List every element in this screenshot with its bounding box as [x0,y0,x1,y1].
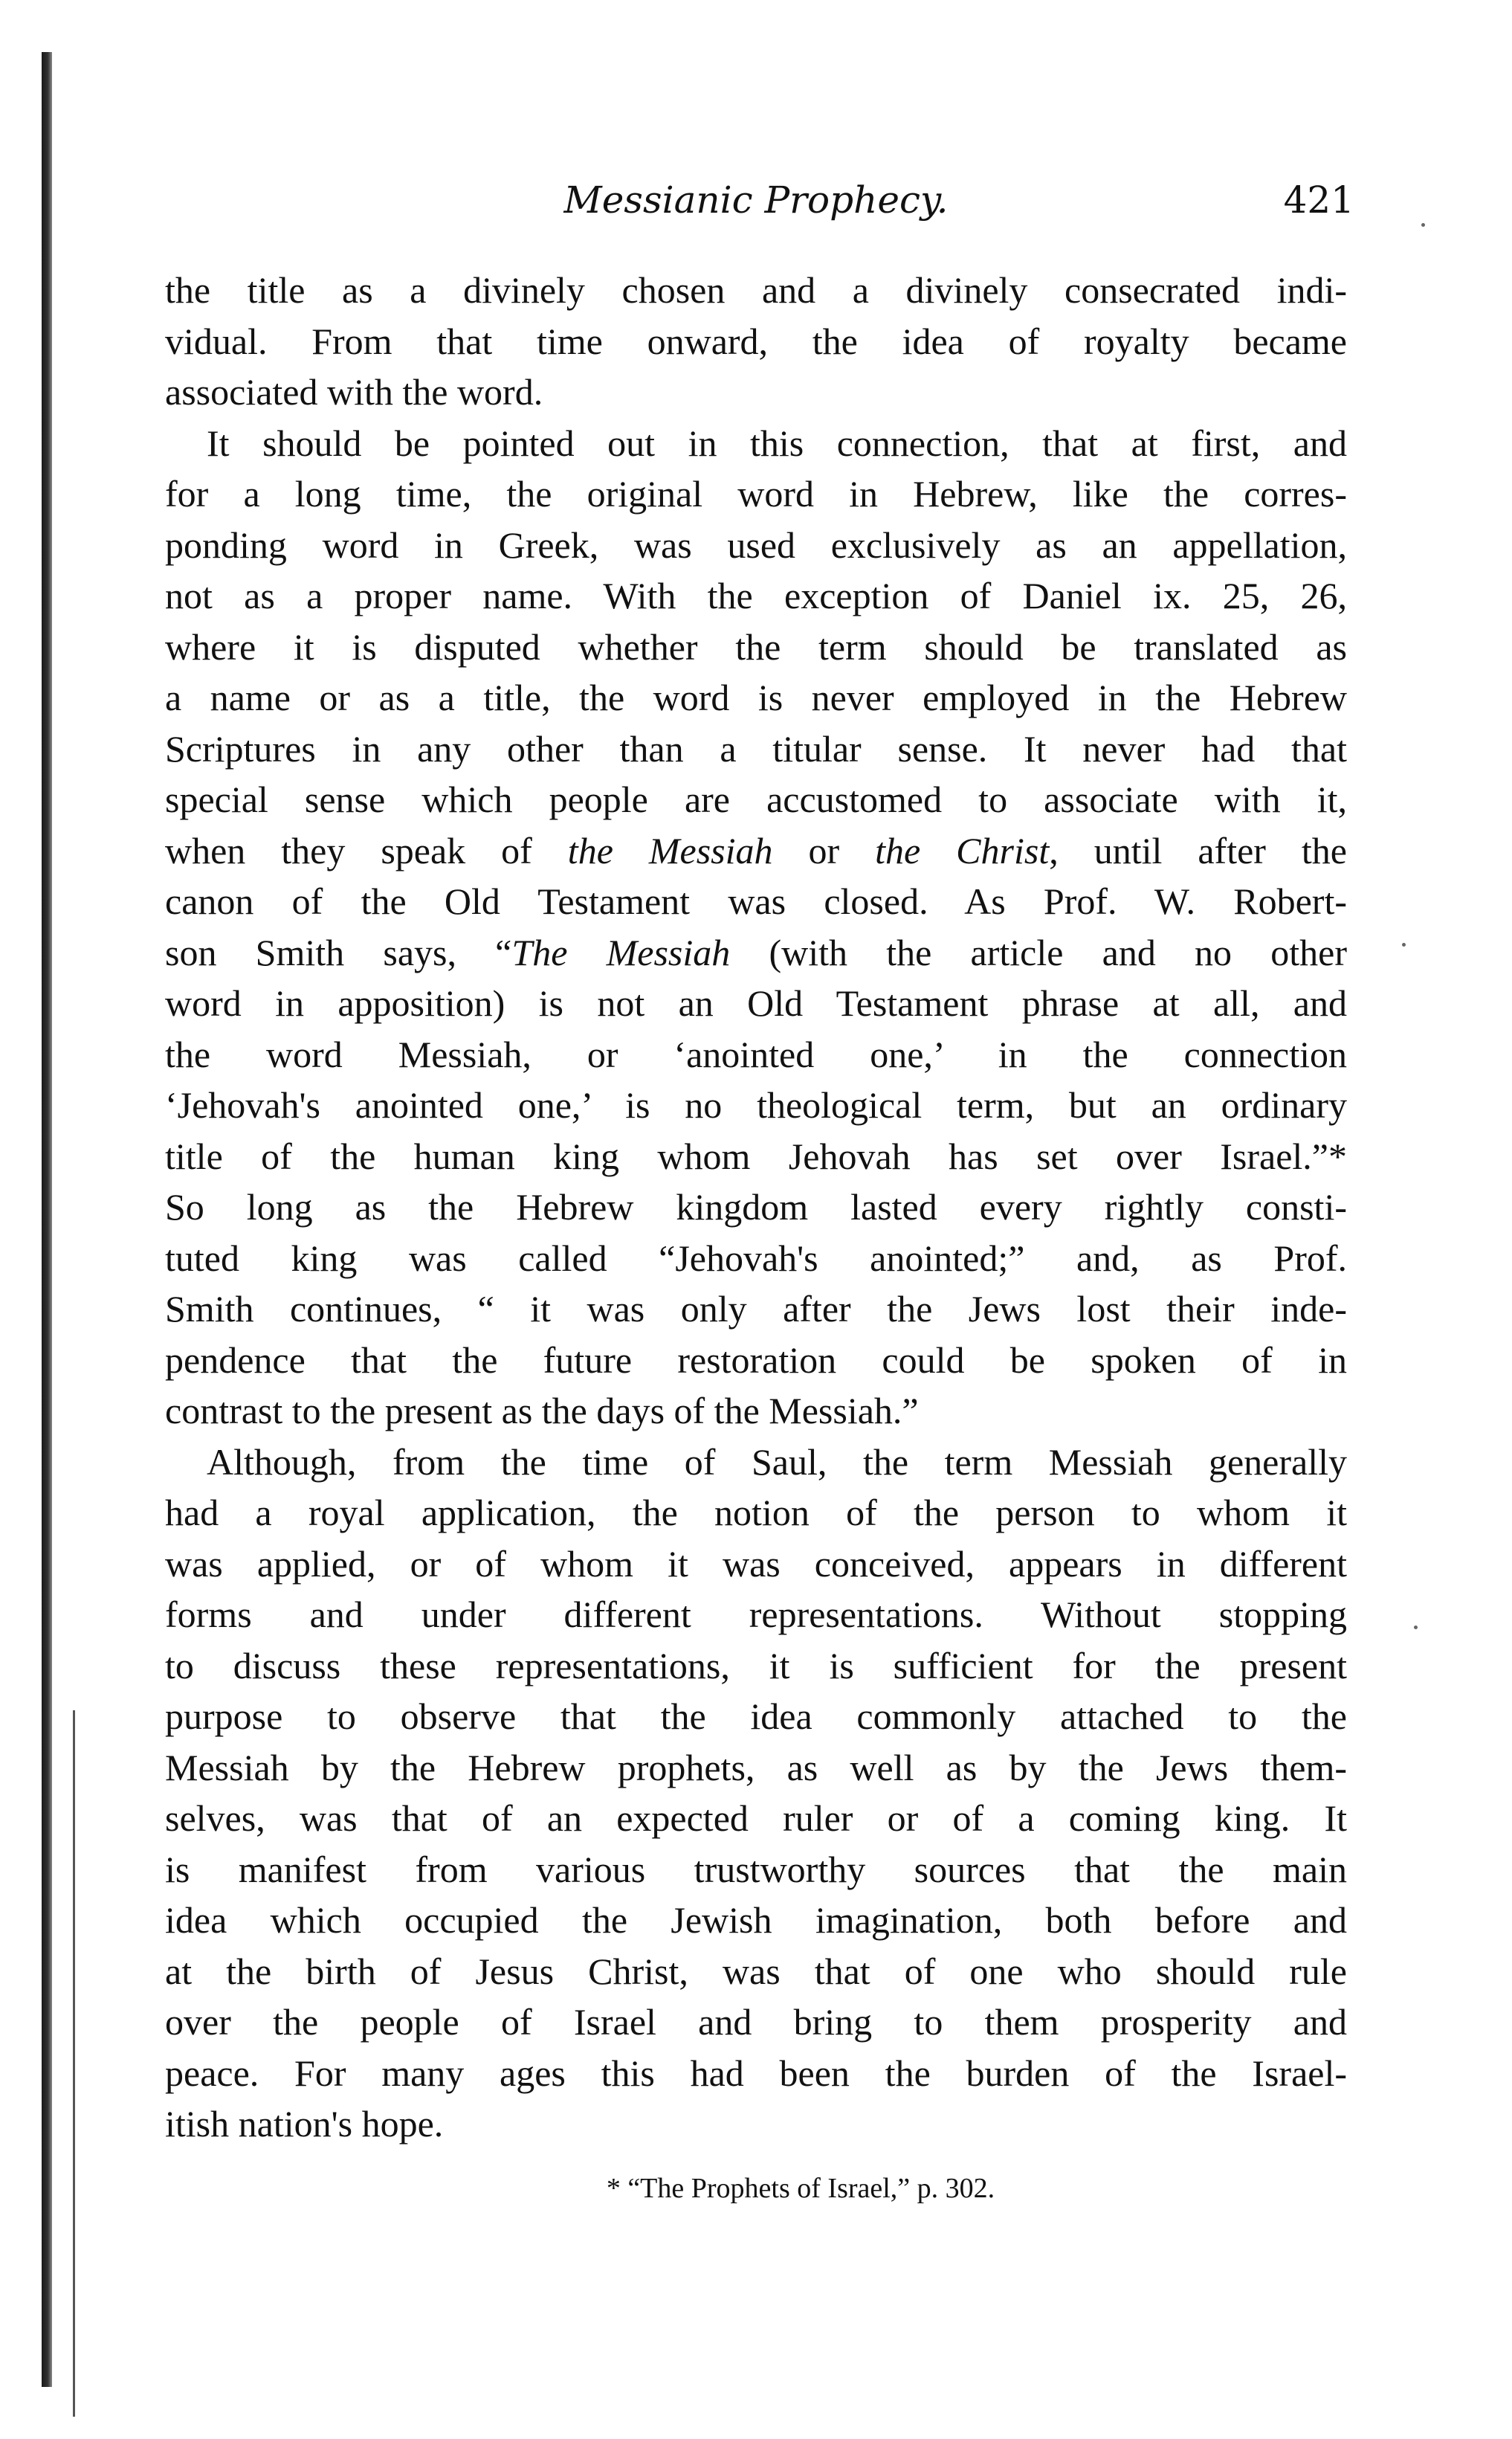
page-header [165,178,1354,245]
text-line: idea which occupied the Jewish imagination, both before and [165,1899,1347,1941]
page-number: 421 [1283,178,1354,222]
text-line: itish nation's hope. [165,2103,444,2145]
text-line: special sense which people are accustomed to associate with it, [165,779,1347,820]
text-line: Smith continues, “ it was only after the Jews lost their inde- [165,1288,1347,1330]
text-line: over the people of Israel and bring to them prosperity and [165,2001,1347,2043]
text-line: vidual. From that time onward, the idea of royalty became [165,320,1347,362]
text-line: Messiah by the Hebrew prophets, as well as by the Jews them- [165,1746,1347,1788]
text-line: associated with the word. [165,371,543,413]
text-line: selves, was that of an expected ruler or of a coming king. It [165,1797,1347,1839]
text-line: title of the human king whom Jehovah has set over Israel.”* [165,1135,1347,1177]
text-line: peace. For many ages this had been the burden of the Israel- [165,2052,1347,2094]
scan-speck [1421,223,1425,227]
text-line: word in apposition) is not an Old Testament phrase at all, and [165,982,1347,1024]
text-line: a name or as a title, the word is never employed in the Hebrew [165,677,1347,718]
body-text [165,265,1347,2150]
text-line: not as a proper name. With the exception of Daniel ix. 25, 26, [165,575,1347,616]
text-line: forms and under different representations. Without stopping [165,1594,1347,1635]
footnote: * “The Prophets of Israel,” p. 302. [606,2172,995,2204]
text-line: purpose to observe that the idea commonly attached to the [165,1695,1347,1737]
text-line: ‘Jehovah's anointed one,’ is no theological term, but an ordinary [165,1084,1347,1126]
text-line: where it is disputed whether the term should be translated as [165,625,1347,668]
scan-speck [1402,943,1406,947]
text-line: contrast to the present as the days of the Messiah.” [165,1390,919,1431]
text-line: tuted king was called “Jehovah's anointed;” and, as Prof. [165,1237,1347,1279]
text-line: was applied, or of whom it was conceived, appears in different [165,1542,1347,1585]
running-title: Messianic Prophecy. [563,178,949,222]
text-line: Although, from the time of Saul, the term Messiah generally [207,1440,1347,1483]
scan-speck [1414,1626,1418,1629]
text-line: pendence that the future restoration could be spoken of in [165,1338,1347,1381]
text-line: at the birth of Jesus Christ, was that of one who should rule [165,1950,1347,1992]
text-line: It should be pointed out in this connection, that at first, and [207,422,1347,464]
text-line: canon of the Old Testament was closed. As Prof. W. Robert- [165,880,1347,922]
text-line: had a royal application, the notion of the person to whom it [165,1492,1347,1533]
text-line: ponding word in Greek, was used exclusively as an appellation, [165,523,1347,566]
text-line: son Smith says, “The Messiah (with the article and no other [165,931,1347,973]
text-line: Scriptures in any other than a titular sense. It never had that [165,727,1347,770]
text-line: So long as the Hebrew kingdom lasted every rightly consti- [165,1186,1347,1228]
scan-binding-edge [42,52,52,2387]
book-page [165,178,1354,2205]
text-line: when they speak of the Messiah or the Christ, until after the [165,829,1347,871]
text-line: is manifest from various trustworthy sources that the main [165,1848,1347,1890]
text-line: the word Messiah, or ‘anointed one,’ in the connection [165,1033,1347,1075]
text-line: for a long time, the original word in Hebrew, like the corres- [165,473,1347,515]
text-line: to discuss these representations, it is sufficient for the present [165,1644,1347,1686]
scan-edge-line [73,1710,75,2417]
text-line: the title as a divinely chosen and a divinely consecrated indi- [165,269,1347,311]
